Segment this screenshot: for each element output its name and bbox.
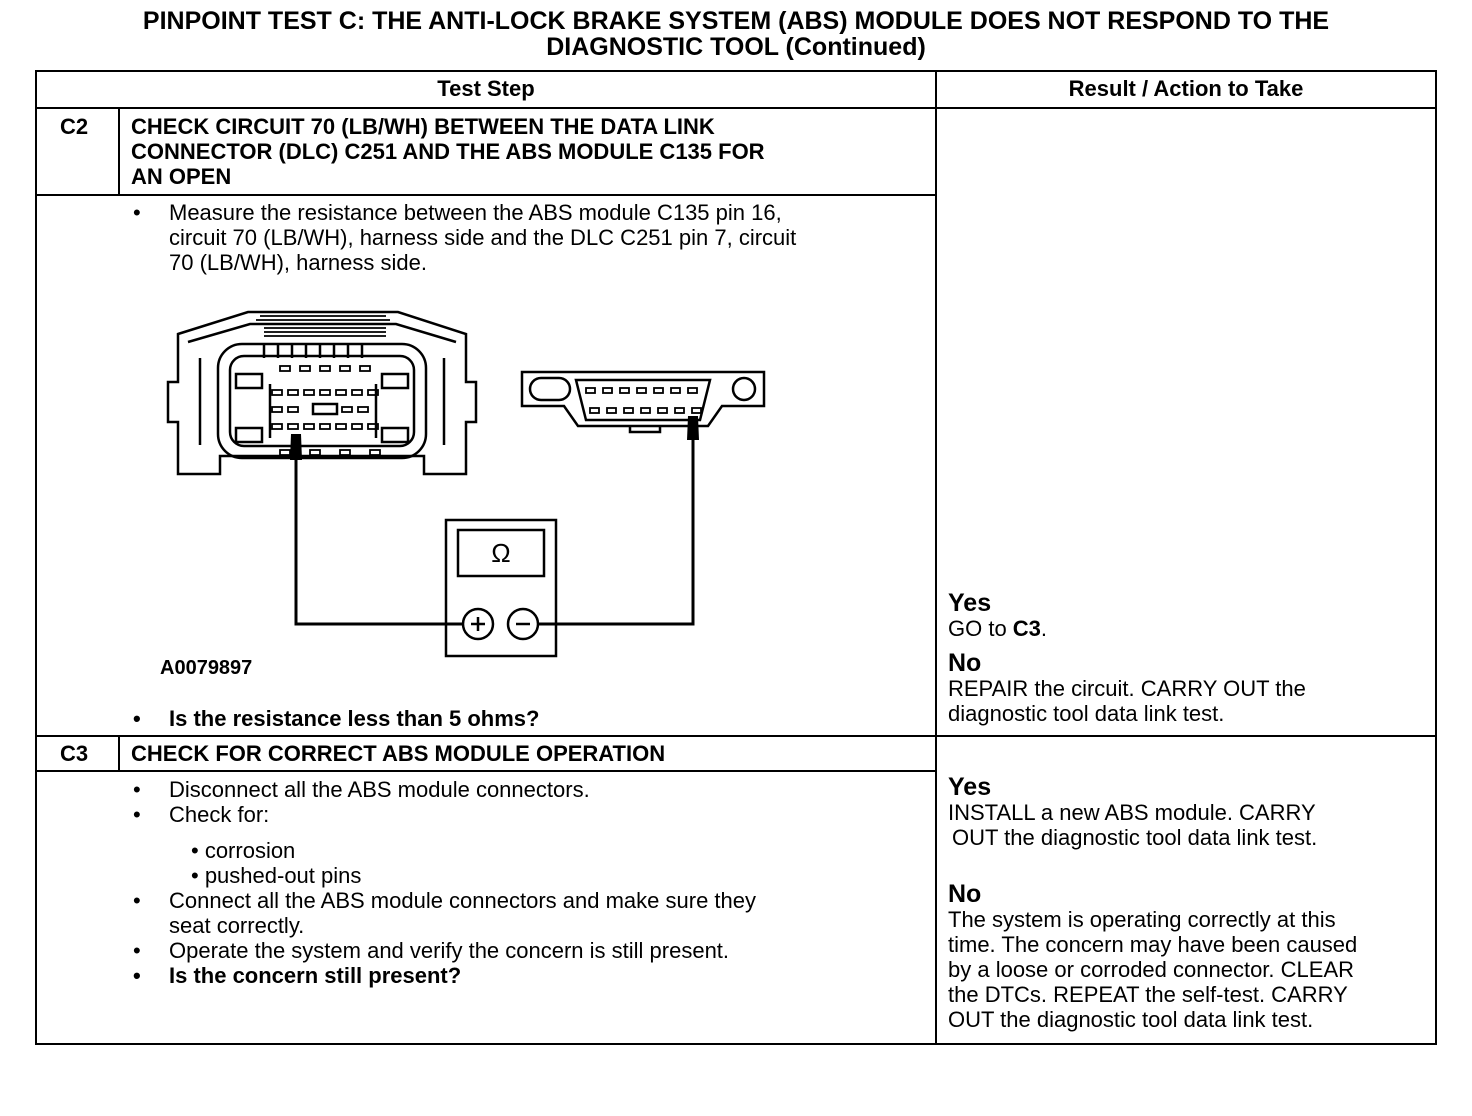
no-action-line: by a loose or corroded connector. CLEAR <box>948 957 1355 982</box>
header-result: Result / Action to Take <box>1068 76 1304 101</box>
title-line-2: DIAGNOSTIC TOOL (Continued) <box>546 33 926 61</box>
question-text: Is the resistance less than 5 ohms? <box>169 706 540 731</box>
instruction-line: Connect all the ABS module connectors and make sure they <box>169 888 757 913</box>
abs-connector-pins <box>256 316 390 455</box>
c2-step-id: C2 <box>60 114 89 139</box>
table-left-border <box>35 70 37 1045</box>
yes-action-period: . <box>1040 616 1048 641</box>
instruction-line: Disconnect all the ABS module connectors. <box>169 777 590 802</box>
no-label: No <box>948 649 982 677</box>
yes-action-text: GO to <box>948 616 1013 641</box>
c3-heading: CHECK FOR CORRECT ABS MODULE OPERATION <box>131 741 666 766</box>
c2-question <box>133 706 923 731</box>
bullet: • <box>133 777 141 802</box>
c2-heading-line: AN OPEN <box>131 164 232 189</box>
c3-result <box>948 775 1357 1032</box>
abs-probe-tip <box>290 434 302 460</box>
yes-action <box>948 616 1306 641</box>
dlc-probe-tip <box>687 416 699 440</box>
instruction-line: seat correctly. <box>169 913 305 938</box>
table-bottom-border <box>35 1043 1437 1045</box>
instruction-line: circuit 70 (LB/WH), harness side and the DLC C251 pin 7, circuit <box>169 225 797 250</box>
sub-bullet: • pushed-out pins <box>191 863 362 888</box>
instruction-line: Measure the resistance between the ABS module C135 pin 16, <box>169 200 782 225</box>
c3-id-divider <box>118 735 120 772</box>
no-action-line: time. The concern may have been caused <box>948 932 1358 957</box>
no-action-line: The system is operating correctly at this <box>948 907 1336 932</box>
table-top-border <box>35 70 1437 72</box>
no-label: No <box>948 880 982 908</box>
question-text: Is the concern still present? <box>169 963 462 988</box>
ohm-symbol: Ω <box>491 538 511 568</box>
c2-heading <box>131 114 765 189</box>
bullet: • <box>133 802 141 827</box>
no-action-line: the DTCs. REPEAT the self-test. CARRY <box>948 982 1348 1007</box>
c2-heading-line: CONNECTOR (DLC) C251 AND THE ABS MODULE C135 FOR <box>131 139 765 164</box>
title-line-1: PINPOINT TEST C: THE ANTI-LOCK BRAKE SYSTEM (ABS) MODULE DOES NOT RESPOND TO THE <box>142 7 1330 35</box>
plus-icon <box>471 617 485 631</box>
c3-heading-bottom-border <box>35 770 936 772</box>
c2-heading-bottom-border <box>35 194 936 196</box>
negative-lead <box>538 426 693 624</box>
c2-row-bottom-border <box>35 735 1437 737</box>
dlc-pins <box>586 388 701 413</box>
c2-result <box>948 591 1306 726</box>
positive-lead <box>296 460 463 624</box>
no-action-line: OUT the diagnostic tool data link test. <box>948 1007 1314 1032</box>
figure-id: A0079897 <box>160 657 253 679</box>
sub-bullet: • corrosion <box>191 838 296 863</box>
c3-step-id: C3 <box>60 741 89 766</box>
yes-action-line: OUT the diagnostic tool data link test. <box>952 825 1318 850</box>
page-title <box>36 8 1436 60</box>
bullet: • <box>133 200 141 225</box>
instruction-line: Check for: <box>169 802 270 827</box>
header-test-step: Test Step <box>437 76 535 101</box>
yes-label: Yes <box>948 773 992 801</box>
instruction-line: Operate the system and verify the concern is still present. <box>169 938 730 963</box>
yes-label: Yes <box>948 589 992 617</box>
yes-action-line: INSTALL a new ABS module. CARRY <box>948 800 1316 825</box>
bullet: • <box>133 938 141 963</box>
bullet: • <box>133 963 141 988</box>
c2-heading-line: CHECK CIRCUIT 70 (LB/WH) BETWEEN THE DATA LINK <box>131 114 715 139</box>
dlc-connector-c251 <box>522 372 764 432</box>
bullet: • <box>133 706 141 731</box>
table-right-border <box>1435 70 1437 1045</box>
c2-id-divider <box>118 107 120 196</box>
instruction-line: 70 (LB/WH), harness side. <box>169 250 427 275</box>
goto-link-c3[interactable]: C3 <box>1012 616 1041 641</box>
c3-instructions <box>133 777 923 997</box>
column-divider <box>935 70 937 1045</box>
no-action-line: diagnostic tool data link test. <box>948 701 1225 726</box>
bullet: • <box>133 888 141 913</box>
no-action-line: REPAIR the circuit. CARRY OUT the <box>948 676 1306 701</box>
circuit-diagram <box>160 300 780 670</box>
header-bottom-border <box>35 107 1437 109</box>
c2-instruction <box>133 200 923 280</box>
